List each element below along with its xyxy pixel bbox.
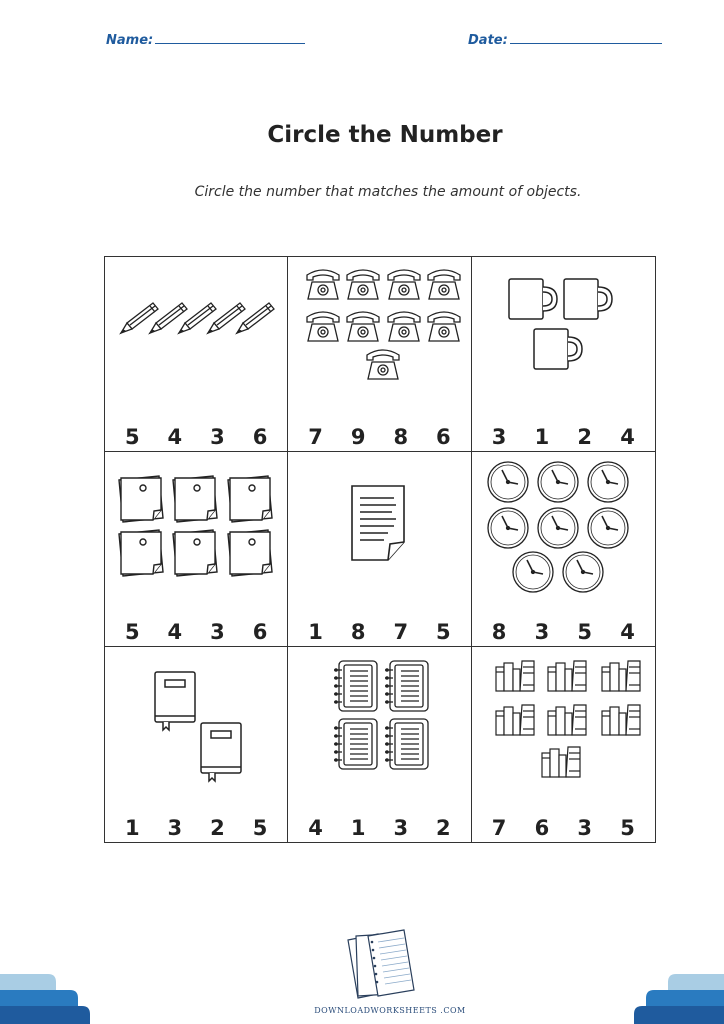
- number-choices: [478, 425, 649, 449]
- number-choices: [111, 425, 281, 449]
- sticky-note-icon: [105, 452, 289, 612]
- number-choice[interactable]: 8: [350, 620, 366, 644]
- number-choice[interactable]: 4: [308, 816, 323, 840]
- cell-document: [288, 452, 471, 647]
- cell-pencils: [105, 257, 288, 452]
- mug-icon: [472, 257, 656, 417]
- cell-mugs: [472, 257, 655, 452]
- number-choice[interactable]: 6: [252, 620, 268, 644]
- number-choice[interactable]: 3: [210, 620, 225, 644]
- cell-telephones: [288, 257, 471, 452]
- number-choice[interactable]: 2: [210, 816, 225, 840]
- number-choice[interactable]: 1: [350, 816, 366, 840]
- name-label: Name:: [106, 33, 154, 48]
- number-choice[interactable]: 6: [436, 425, 451, 449]
- number-choices: [478, 816, 649, 840]
- footer-site-name: DOWNLOADWORKSHEETS .COM: [314, 1006, 466, 1015]
- number-choices: [294, 425, 464, 449]
- number-choice[interactable]: 2: [577, 425, 593, 449]
- date-line[interactable]: [510, 31, 662, 44]
- page-title: Circle the Number: [267, 122, 503, 148]
- number-choices: [111, 620, 281, 644]
- worksheet-grid: [104, 256, 656, 843]
- worksheets-logo-icon: [344, 926, 420, 1004]
- date-label: Date:: [468, 33, 508, 48]
- number-choice[interactable]: 4: [167, 425, 183, 449]
- number-choice[interactable]: 1: [308, 620, 323, 644]
- number-choice[interactable]: 7: [308, 425, 323, 449]
- cell-books: [105, 647, 288, 842]
- number-choice[interactable]: 1: [534, 425, 550, 449]
- number-choices: [478, 620, 649, 644]
- number-choice[interactable]: 6: [252, 425, 268, 449]
- number-choice[interactable]: 5: [620, 816, 635, 840]
- cell-notebooks: [288, 647, 471, 842]
- number-choice[interactable]: 5: [436, 620, 451, 644]
- number-choice[interactable]: 1: [124, 816, 140, 840]
- number-choice[interactable]: 4: [620, 425, 635, 449]
- number-choice[interactable]: 2: [436, 816, 451, 840]
- number-choice[interactable]: 4: [167, 620, 183, 644]
- number-choice[interactable]: 3: [167, 816, 183, 840]
- number-choice[interactable]: 3: [534, 620, 550, 644]
- number-choice[interactable]: 5: [577, 620, 593, 644]
- number-choice[interactable]: 3: [393, 816, 409, 840]
- number-choice[interactable]: 3: [491, 425, 507, 449]
- number-choice[interactable]: 4: [620, 620, 635, 644]
- date-field[interactable]: [468, 31, 662, 48]
- name-field[interactable]: [106, 31, 305, 48]
- number-choice[interactable]: 8: [491, 620, 507, 644]
- cell-clocks: [472, 452, 655, 647]
- instruction-text: Circle the number that matches the amount of objects.: [194, 184, 582, 200]
- number-choices: [294, 816, 464, 840]
- number-choice[interactable]: 7: [393, 620, 409, 644]
- number-choice[interactable]: 5: [124, 620, 140, 644]
- number-choice[interactable]: 7: [491, 816, 507, 840]
- books-icon: [472, 647, 656, 807]
- number-choice[interactable]: 9: [350, 425, 366, 449]
- number-choice[interactable]: 6: [534, 816, 550, 840]
- number-choice[interactable]: 5: [252, 816, 268, 840]
- number-choice[interactable]: 3: [577, 816, 593, 840]
- number-choices: [294, 620, 464, 644]
- clock-icon: [472, 452, 656, 612]
- notebook-icon: [288, 647, 472, 807]
- telephone-icon: [288, 257, 472, 417]
- book-icon: [105, 647, 289, 807]
- pencil-icon: [105, 257, 289, 417]
- document-icon: [288, 452, 472, 612]
- number-choices: [111, 816, 281, 840]
- wave-decoration-left: [0, 968, 90, 1024]
- cell-book-stacks: [472, 647, 655, 842]
- number-choice[interactable]: 3: [210, 425, 225, 449]
- name-line[interactable]: [155, 31, 305, 44]
- number-choice[interactable]: 8: [393, 425, 409, 449]
- number-choice[interactable]: 5: [124, 425, 140, 449]
- cell-sticky-notes: [105, 452, 288, 647]
- wave-decoration-right: [634, 968, 724, 1024]
